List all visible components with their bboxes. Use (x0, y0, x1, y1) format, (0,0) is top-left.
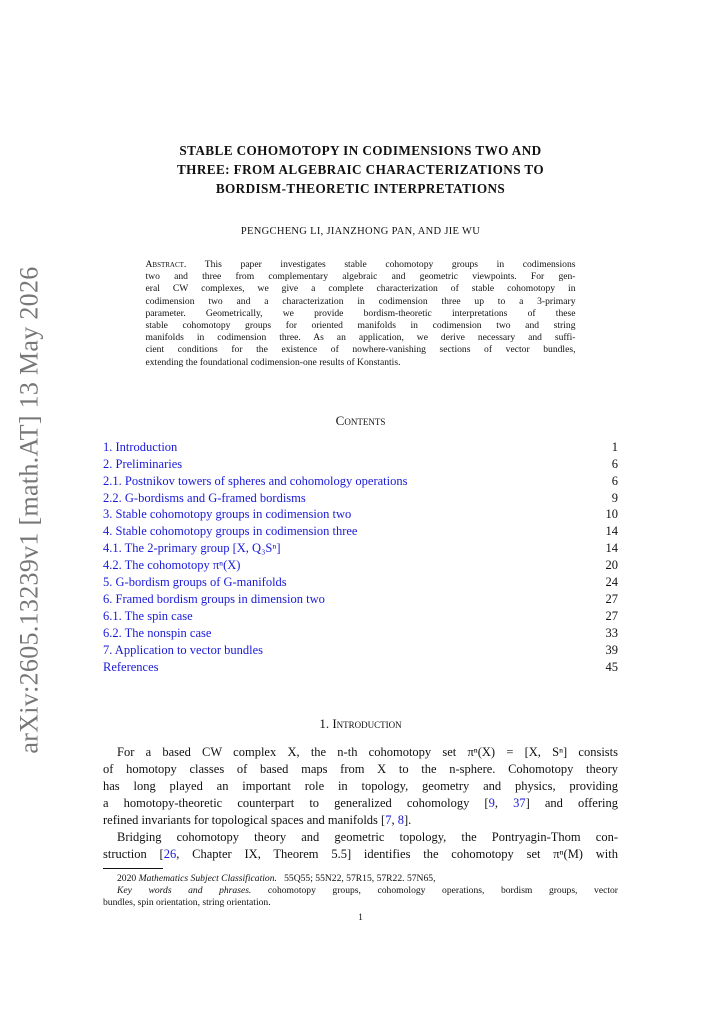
title-line-3: BORDISM-THEORETIC INTERPRETATIONS (215, 181, 506, 196)
footnote-msc (103, 873, 618, 885)
toc-entry[interactable] (103, 506, 618, 523)
arxiv-identifier (10, 266, 50, 754)
citation-link[interactable]: 7 (385, 812, 392, 827)
toc-link[interactable]: 6.1. The spin case (103, 608, 193, 623)
toc-page-number: 24 (605, 575, 618, 590)
line-text: , Chapter IX, Theorem 5.5] identifies the cohomotopy set πⁿ(M) with (176, 846, 618, 861)
paragraph-line: has long played an important role in topology, geometry and physics, providing (103, 778, 618, 793)
keywords-label: Key words and phrases. (117, 884, 252, 896)
footnote-keywords (103, 885, 618, 897)
abstract-line: extending the foundational codimension-one results of Konstantis. (145, 356, 401, 368)
line-text: a homotopy-theoretic counterpart to generalized cohomology (103, 795, 485, 810)
toc-page-number: 27 (605, 591, 618, 606)
page-number: 1 (358, 911, 363, 923)
section-heading-introduction: 1. Introduction (319, 715, 402, 731)
toc-page-number: 33 (605, 625, 618, 640)
paragraph-line: For a based CW complex X, the n-th cohomotopy set πⁿ(X) = [X, Sⁿ] consists (117, 744, 618, 759)
toc-link[interactable]: 2.2. G-bordisms and G-framed bordisms (103, 490, 306, 505)
abstract-line: This paper investigates stable cohomotopy groups in codimensions (204, 259, 576, 270)
toc-entry[interactable] (103, 439, 618, 456)
toc-entry[interactable] (103, 591, 618, 608)
toc-link[interactable]: 2.1. Postnikov towers of spheres and cohomology operations (103, 473, 408, 488)
paragraph-line: a homotopy-theoretic counterpart to generalized cohomology [9, 37] and offering (103, 795, 618, 810)
footnotes (103, 873, 618, 909)
paragraph-line (103, 846, 618, 863)
toc-link[interactable]: 6. Framed bordism groups in dimension two (103, 591, 325, 606)
citation-link[interactable]: 37 (513, 795, 526, 810)
line-text: ]. (403, 812, 412, 827)
msc-year: 2020 (117, 872, 137, 884)
msc-codes: 55Q55; 55N22, 57R15, 57R22. 57N65, (284, 872, 436, 884)
toc-page-number: 9 (611, 490, 618, 505)
footnote-keywords-cont: bundles, spin orientation, string orientation. (103, 896, 271, 908)
abstract-line: two and three from complementary algebraic and geometric viewpoints. For gen- (145, 271, 576, 283)
arxiv-identifier-text: arXiv:2605.13239v1 [math.AT] 13 May 2026 (15, 266, 45, 754)
title-line-1: STABLE COHOMOTOPY IN CODIMENSIONS TWO AND (179, 143, 542, 158)
abstract-line: parameter. Geometrically, we provide bordism-theoretic interpretations of these (145, 307, 576, 319)
toc-link[interactable]: References (103, 659, 159, 674)
line-text: ] and offering (525, 795, 618, 810)
toc-entry[interactable] (103, 642, 618, 659)
toc-page-number: 39 (605, 642, 618, 657)
toc-page-number: 6 (611, 456, 618, 471)
contents-heading: Contents (335, 412, 386, 428)
paper-title (103, 141, 618, 198)
toc-entry[interactable] (103, 456, 618, 473)
toc-link[interactable]: 5. G-bordism groups of G-manifolds (103, 575, 287, 590)
toc-link[interactable]: 3. Stable cohomotopy groups in codimension two (103, 507, 352, 522)
toc-entry[interactable] (103, 659, 618, 676)
toc-link[interactable]: 2. Preliminaries (103, 456, 183, 471)
abstract-line: codimension two and a characterization in codimension three up to a 3-primary (145, 295, 576, 307)
abstract (146, 259, 576, 369)
toc-entry[interactable] (103, 523, 618, 540)
toc-link[interactable]: 6.2. The nonspin case (103, 625, 212, 640)
title-line-2: THREE: FROM ALGEBRAIC CHARACTERIZATIONS TO (176, 162, 545, 177)
toc-entry[interactable] (103, 540, 618, 557)
toc-entry[interactable] (103, 473, 618, 490)
paragraph-line: of homotopy classes of based maps from X to the n-sphere. Cohomotopy theory (103, 761, 618, 776)
toc-link[interactable]: 4. Stable cohomotopy groups in codimension three (103, 524, 358, 539)
paragraph-line: refined invariants for topological spaces and manifolds [7, 8]. (103, 812, 412, 827)
citation-link[interactable]: 9 (488, 795, 495, 810)
toc-link[interactable]: 4.2. The cohomotopy πⁿ(X) (103, 558, 241, 573)
footnote-rule (103, 868, 163, 869)
introduction-body (103, 744, 618, 863)
citation-link[interactable]: 26 (163, 846, 177, 861)
toc-entry[interactable] (103, 625, 618, 642)
abstract-label: Abstract. (145, 259, 187, 270)
table-of-contents (103, 439, 618, 676)
abstract-line: manifolds in codimension three. As an application, we derive necessary and suffi- (145, 332, 576, 344)
toc-page-number: 6 (611, 473, 618, 488)
toc-entry[interactable] (103, 557, 618, 574)
toc-entry[interactable] (103, 608, 618, 625)
toc-page-number: 27 (605, 608, 618, 623)
toc-entry[interactable] (103, 574, 618, 591)
toc-page-number: 14 (605, 541, 618, 556)
citation-link[interactable]: 8 (397, 812, 404, 827)
abstract-line: eral CW complexes, we give a complete characterization of stable cohomotopy in (145, 283, 576, 295)
line-text: struction [ (103, 846, 164, 861)
abstract-line: cient conditions for the existence of nowhere-vanishing sections of vector bundles, (145, 344, 576, 356)
toc-page-number: 14 (605, 524, 618, 539)
toc-link[interactable]: 7. Application to vector bundles (103, 642, 264, 657)
paper-page (103, 0, 618, 923)
toc-entry[interactable] (103, 490, 618, 507)
authors: PENGCHENG LI, JIANZHONG PAN, AND JIE WU (240, 226, 481, 237)
toc-page-number: 10 (605, 507, 618, 522)
toc-link[interactable]: 4.1. The 2-primary group [X, Q₃Sⁿ] (103, 541, 281, 556)
keywords-text: cohomotopy groups, cohomology operations, bordism groups, vector (267, 884, 618, 896)
line-text: refined invariants for topological spaces and manifolds (103, 812, 382, 827)
toc-page-number: 1 (611, 439, 618, 454)
paragraph-line: Bridging cohomotopy theory and geometric topology, the Pontryagin-Thom con- (117, 829, 618, 844)
toc-page-number: 20 (605, 558, 618, 573)
toc-page-number: 45 (605, 659, 618, 674)
msc-label: Mathematics Subject Classification. (138, 872, 277, 884)
abstract-line: stable cohomotopy groups for oriented manifolds in codimension two and string (145, 320, 576, 332)
toc-link[interactable]: 1. Introduction (103, 439, 178, 454)
